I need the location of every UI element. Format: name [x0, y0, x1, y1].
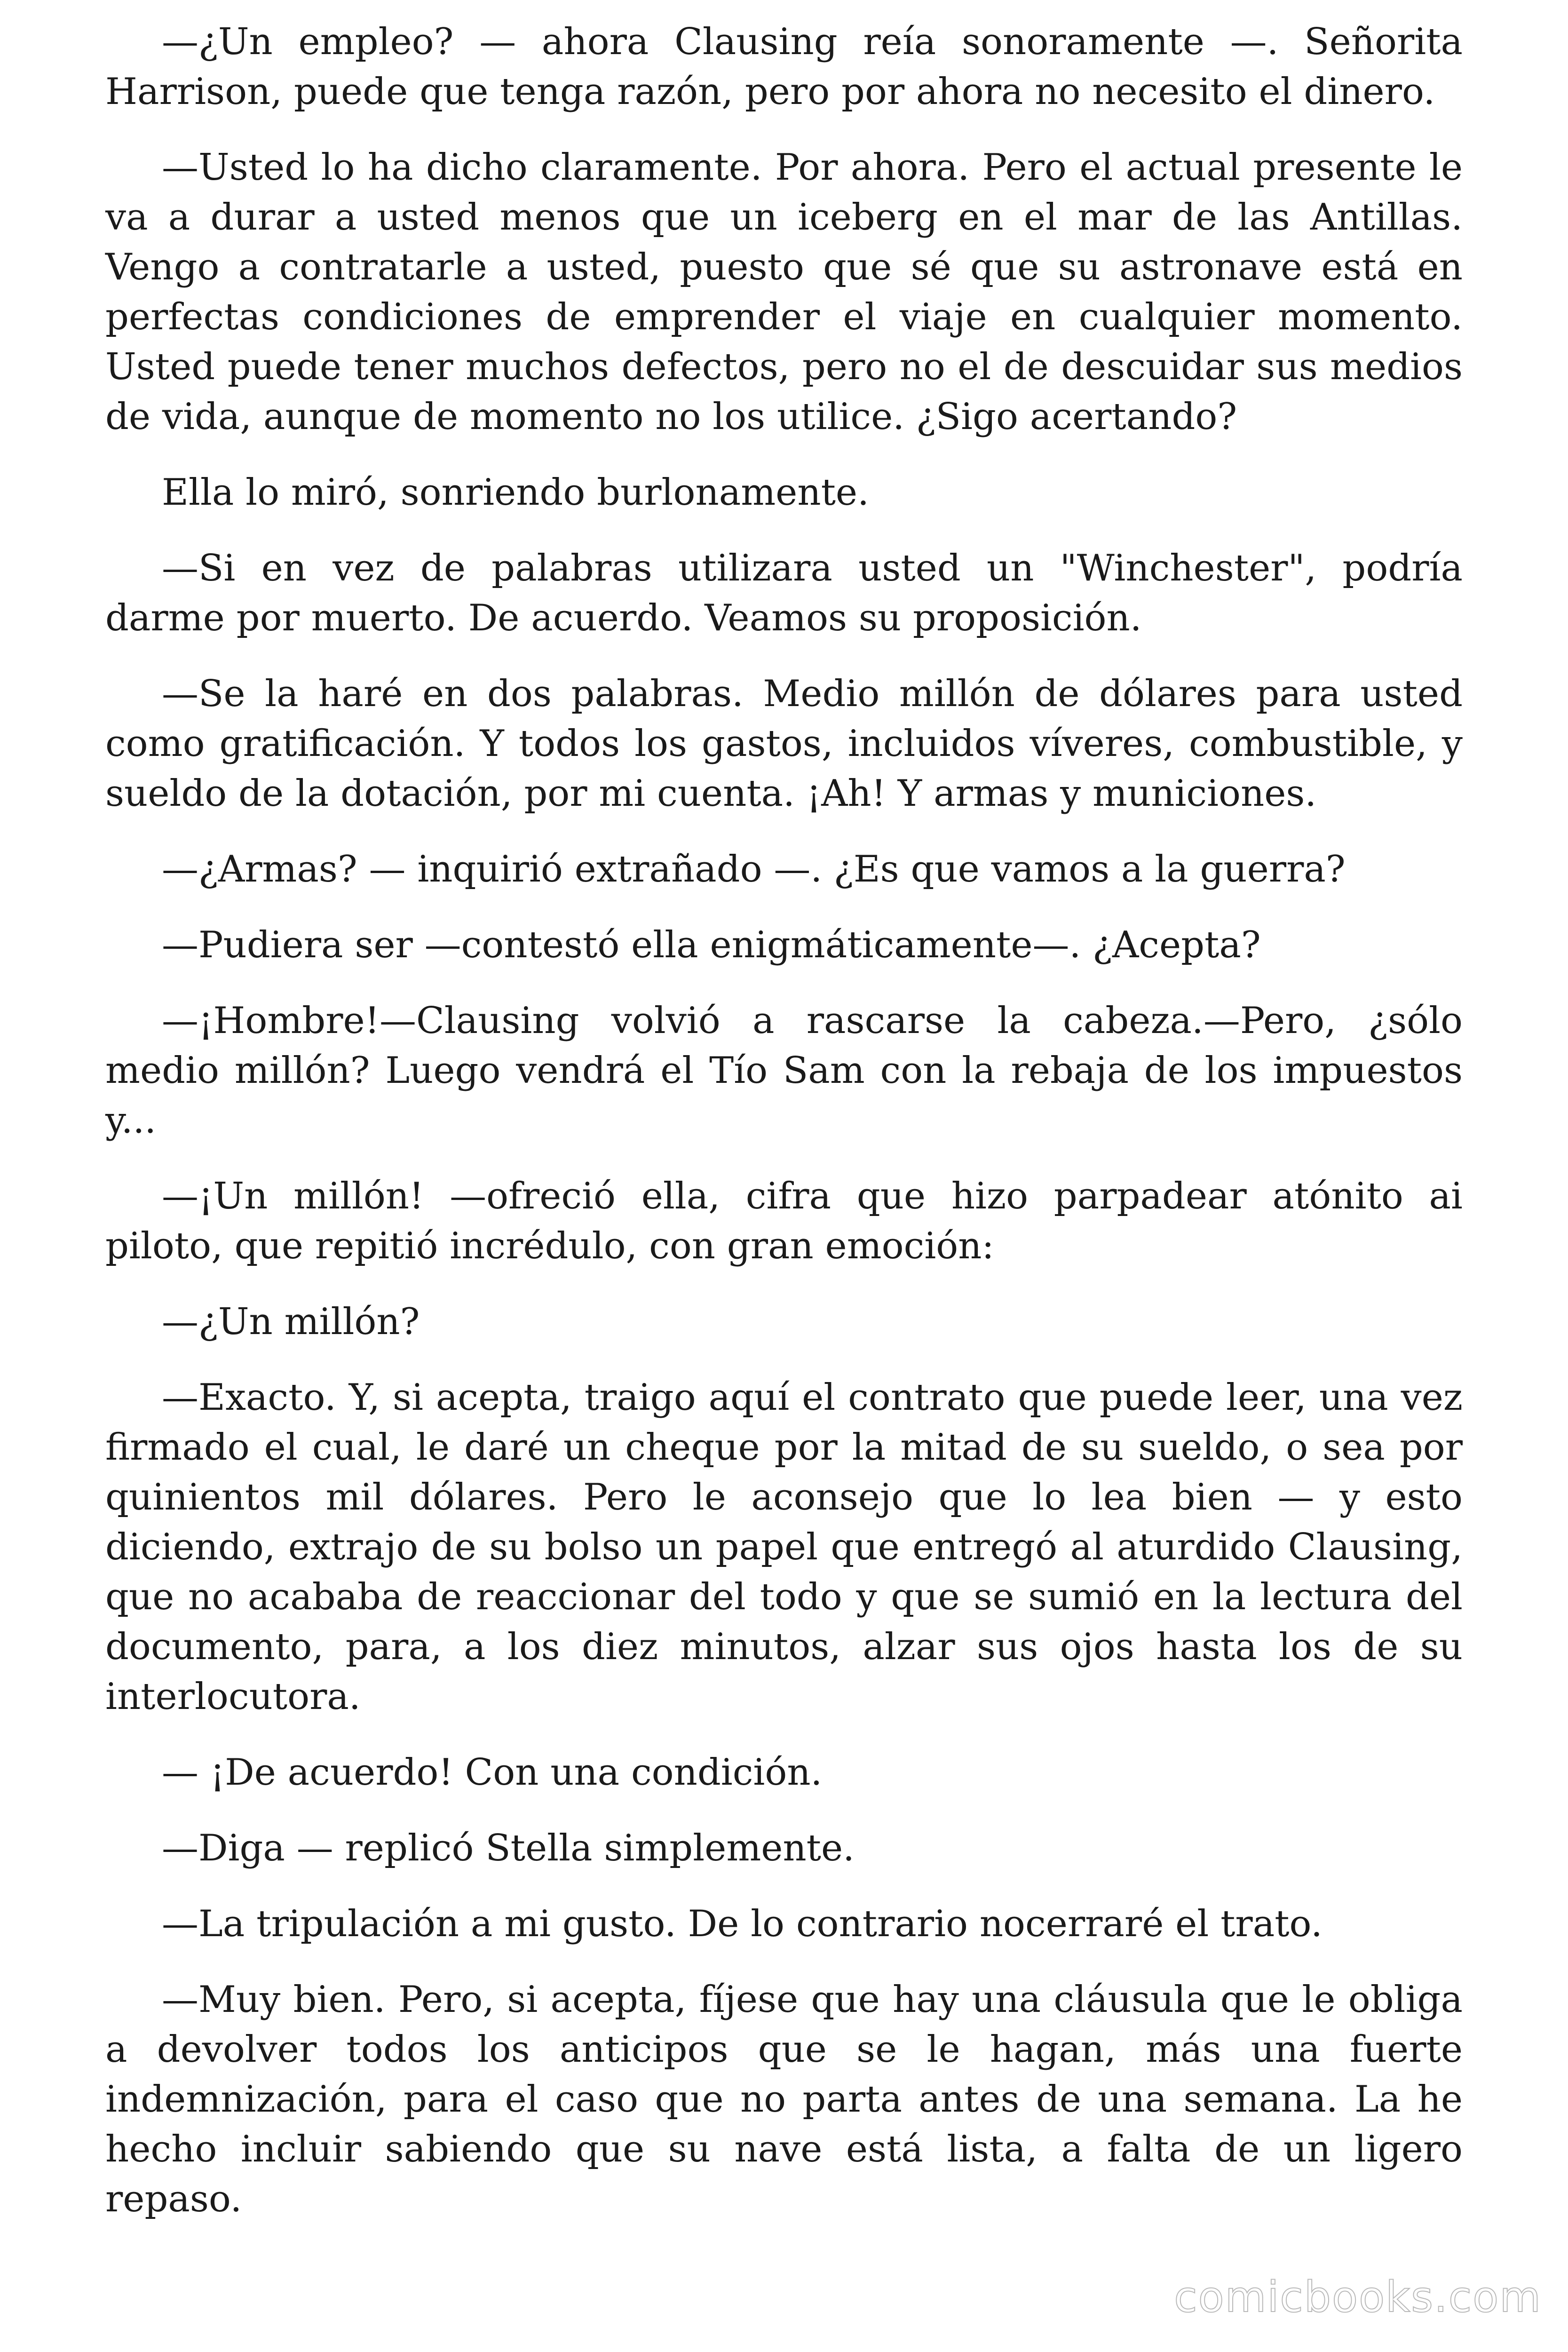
- paragraph: —¿Armas? — inquirió extrañado —. ¿Es que vamos a la guerra?: [162, 848, 1346, 890]
- paragraph: —Exacto. Y, si acepta, traigo aquí el contrato que puede leer, una vez firmado el cual, le daré un cheque por la mitad de su sueldo, o sea por quinientos mil dólares. Pero le aconsejo que lo lea bien — y esto diciendo, extrajo de su bolso un papel que entregó al aturdido Clausing, que no acababa de reaccionar del todo y que se sumió en la lectura del documento, para, a los diez minutos, alzar sus ojos hasta los de su interlocutora.: [105, 1376, 1463, 1718]
- paragraph: —Pudiera ser —contestó ella enigmáticamente—. ¿Acepta?: [162, 924, 1261, 966]
- paragraph: —¡Un millón! —ofreció ella, cifra que hizo parpadear atónito ai piloto, que repitió incrédulo, con gran emoción:: [105, 1175, 1463, 1267]
- paragraph: Ella lo miró, sonriendo burlonamente.: [162, 471, 869, 514]
- paragraph: — ¡De acuerdo! Con una condición.: [162, 1751, 823, 1794]
- paragraph: —¿Un millón?: [162, 1301, 420, 1343]
- paragraph: —Si en vez de palabras utilizara usted un "Winchester", podría darme por muerto. De acuerdo. Veamos su proposición.: [105, 547, 1463, 639]
- watermark: comicbooks.com: [1174, 2273, 1542, 2322]
- paragraph: —Diga — replicó Stella simplemente.: [162, 1827, 855, 1869]
- paragraph: —¿Un empleo? — ahora Clausing reía sonoramente —. Señorita Harrison, puede que tenga razón, pero por ahora no necesito el dinero.: [105, 21, 1463, 113]
- paragraph: —¡Hombre!—Clausing volvió a rascarse la cabeza.—Pero, ¿sólo medio millón? Luego vendrá el Tío Sam con la rebaja de los impuestos y...: [105, 1000, 1463, 1142]
- document-page: [105, 17, 1463, 2250]
- paragraph: —Usted lo ha dicho claramente. Por ahora. Pero el actual presente le va a durar a usted menos que un iceberg en el mar de las Antillas. Vengo a contratarle a usted, puesto que sé que su astronave está en perfectas condiciones de emprender el viaje en cualquier momento. Usted puede tener muchos defectos, pero no el de descuidar sus medios de vida, aunque de momento no los utilice. ¿Sigo acertando?: [105, 146, 1463, 438]
- paragraph: —Se la haré en dos palabras. Medio millón de dólares para usted como gratificación. Y todos los gastos, incluidos víveres, combustible, y sueldo de la dotación, por mi cuenta. ¡Ah! Y armas y municiones.: [105, 673, 1463, 815]
- paragraph: —Muy bien. Pero, si acepta, fíjese que hay una cláusula que le obliga a devolver todos los anticipos que se le hagan, más una fuerte indemnización, para el caso que no parta antes de una semana. La he hecho incluir sabiendo que su nave está lista, a falta de un ligero repaso.: [105, 1979, 1463, 2220]
- paragraph: —La tripulación a mi gusto. De lo contrario nocerraré el trato.: [162, 1903, 1323, 1945]
